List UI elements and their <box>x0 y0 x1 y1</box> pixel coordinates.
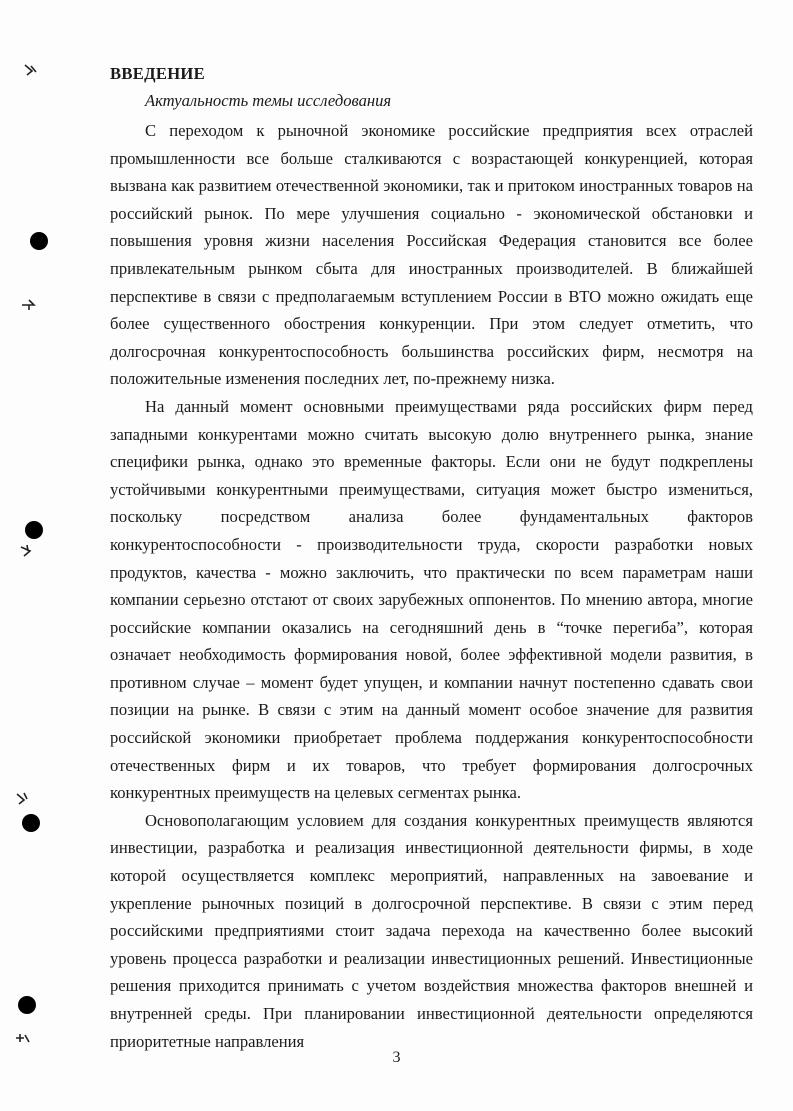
page-content <box>110 60 753 1055</box>
margin-mark-icon <box>14 1030 32 1046</box>
page-number: 3 <box>392 1049 401 1066</box>
punch-hole-4 <box>18 996 36 1014</box>
punch-hole-1 <box>30 232 48 250</box>
margin-mark-icon <box>18 542 36 558</box>
section-subheading: Актуальность темы исследования <box>145 91 392 110</box>
section-heading: ВВЕДЕНИЕ <box>110 64 205 83</box>
paragraph-2: На данный момент основными преимуществами ряда российских фирм перед западными конкурентами можно считать высокую долю внутреннего рынка, знание специфики рынка, однако это временные факторы. Если они не будут подкреплены устойчивыми конкурентными преимуществами, ситуация может быстро измениться, поскольку посредством анализа более фундаментальных факторов конкурентоспособности - производительности труда, скорости разработки новых продуктов, качества - можно заключить, что практически по всем параметрам наши компании серьезно отстают от своих зарубежных оппонентов. По мнению автора, многие российские компании оказались на сегодняшний день в “точке перегиба”, которая означает необходимость формирования новой, более эффективной модели развития, в противном случае – момент будет упущен, и компании начнут постепенно сдавать свои позиции на рынке. В связи с этим на данный момент особое значение для развития российской экономики приобретает проблема поддержания конкурентоспособности отечественных фирм и их товаров, что требует формирования долгосрочных конкурентных преимуществ на целевых сегментах рынка. <box>110 396 753 803</box>
margin-mark-icon <box>20 296 38 312</box>
punch-hole-2 <box>25 521 43 539</box>
paragraph-3: Основополагающим условием для создания конкурентных преимуществ являются инвестиции, разработка и реализация инвестиционной деятельности фирмы, в ходе которой осуществляется комплекс мероприятий, направленных на завоевание и укрепление рыночных позиций в долгосрочной перспективе. В связи с этим перед российскими предприятиями стоит задача перехода на качественно более высокий уровень процесса разработки и реализации инвестиционных решений. Инвестиционные решения приходится принимать с учетом воздействия множества факторов внешней и внутренней среды. При планировании инвестиционной деятельности определяются приоритетные направления <box>110 810 753 1051</box>
margin-mark-icon <box>14 790 32 806</box>
margin-mark-icon <box>22 62 40 78</box>
paragraph-1: С переходом к рыночной экономике российские предприятия всех отраслей промышленности все больше сталкиваются с возрастающей конкуренцией, которая вызвана как развитием отечественной экономики, так и притоком иностранных товаров на российский рынок. По мере улучшения социально - экономической обстановки и повышения уровня жизни населения Российская Федерация становится все более привлекательным рынком сбыта для иностранных производителей. В ближайшей перспективе в связи с предполагаемым вступлением России в ВТО можно ожидать еще более существенного обострения конкуренции. При этом следует отметить, что долгосрочная конкурентоспособность большинства российских фирм, несмотря на положительные изменения последних лет, по-прежнему низка. <box>110 121 753 389</box>
punch-hole-3 <box>22 814 40 832</box>
